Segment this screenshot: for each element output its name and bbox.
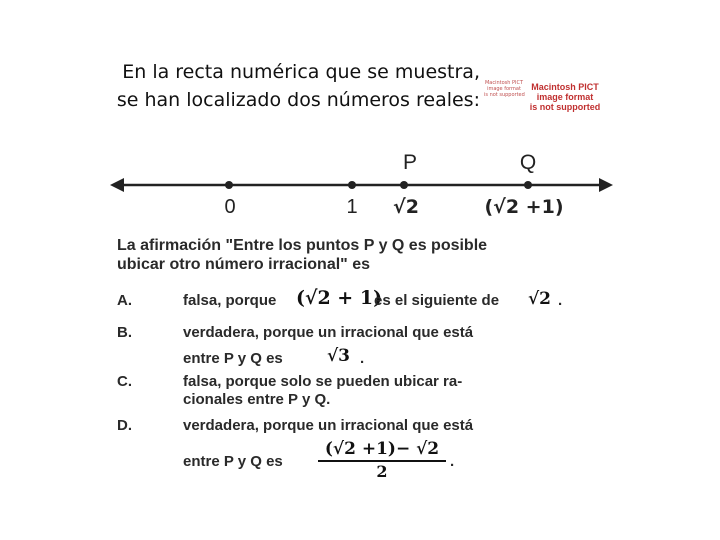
option-b-text-1: verdadera, porque un irracional que está (183, 324, 474, 341)
label-sqrt2: √2 (393, 196, 419, 218)
option-d-end: . (450, 453, 455, 470)
point-q (524, 181, 532, 189)
left-arrow-icon (110, 178, 124, 192)
label-p: P (402, 151, 418, 174)
placeholder-large-line-3: is not supported (529, 102, 601, 112)
intro-text (108, 58, 480, 114)
placeholder-small-line-1: Macintosh PICT (484, 80, 524, 86)
option-c-text-2: cionales entre P y Q. (183, 391, 331, 408)
point-p (400, 181, 408, 189)
option-a-letter: A. (117, 292, 132, 309)
intro-line-2: se han localizado dos números reales: (116, 89, 480, 111)
option-b-expression: √3 (327, 346, 351, 366)
placeholder-small-line-3: is not supported (484, 92, 525, 98)
option-d-text-1: verdadera, porque un irracional que está (183, 417, 474, 434)
option-d-fraction (318, 438, 446, 482)
image-placeholder-small (484, 80, 524, 98)
option-b-end: . (360, 350, 365, 367)
label-q: Q (519, 151, 537, 174)
option-a-text-1: falsa, porque (183, 292, 277, 309)
label-sqrt2-plus-1: (√2 +1) (484, 196, 564, 218)
stem-line-2: ubicar otro número irracional" es (117, 256, 370, 273)
option-d-denominator: 2 (376, 462, 388, 481)
option-d-text-2: entre P y Q es (183, 453, 283, 470)
option-c-letter: C. (117, 373, 132, 390)
option-a-text-2: es el siguiente de (374, 292, 500, 309)
option-d-letter: D. (117, 417, 132, 434)
right-arrow-icon (599, 178, 613, 192)
number-line (0, 140, 720, 230)
option-d-numerator: (√2 +1)− √2 (318, 438, 446, 462)
label-zero: 0 (224, 196, 236, 218)
question-stem (117, 236, 487, 274)
placeholder-small-line-2: image format (487, 86, 521, 92)
point-one (348, 181, 356, 189)
option-b-letter: B. (117, 324, 132, 341)
option-b-text-2: entre P y Q es (183, 350, 283, 367)
option-a-end: . (558, 292, 563, 309)
option-a-expression-2: √2 (528, 289, 552, 309)
image-placeholder-large (528, 82, 602, 112)
label-one: 1 (346, 196, 358, 218)
stem-line-1: La afirmación "Entre los puntos P y Q es posible (117, 237, 488, 254)
point-zero (225, 181, 233, 189)
placeholder-large-line-2: image format (536, 92, 594, 102)
option-c-text-1: falsa, porque solo se pueden ubicar ra- (183, 373, 463, 390)
placeholder-large-line-1: Macintosh PICT (531, 82, 599, 92)
option-a-expression: (√2 + 1) (296, 287, 383, 309)
intro-line-1: En la recta numérica que se muestra, (122, 61, 480, 83)
